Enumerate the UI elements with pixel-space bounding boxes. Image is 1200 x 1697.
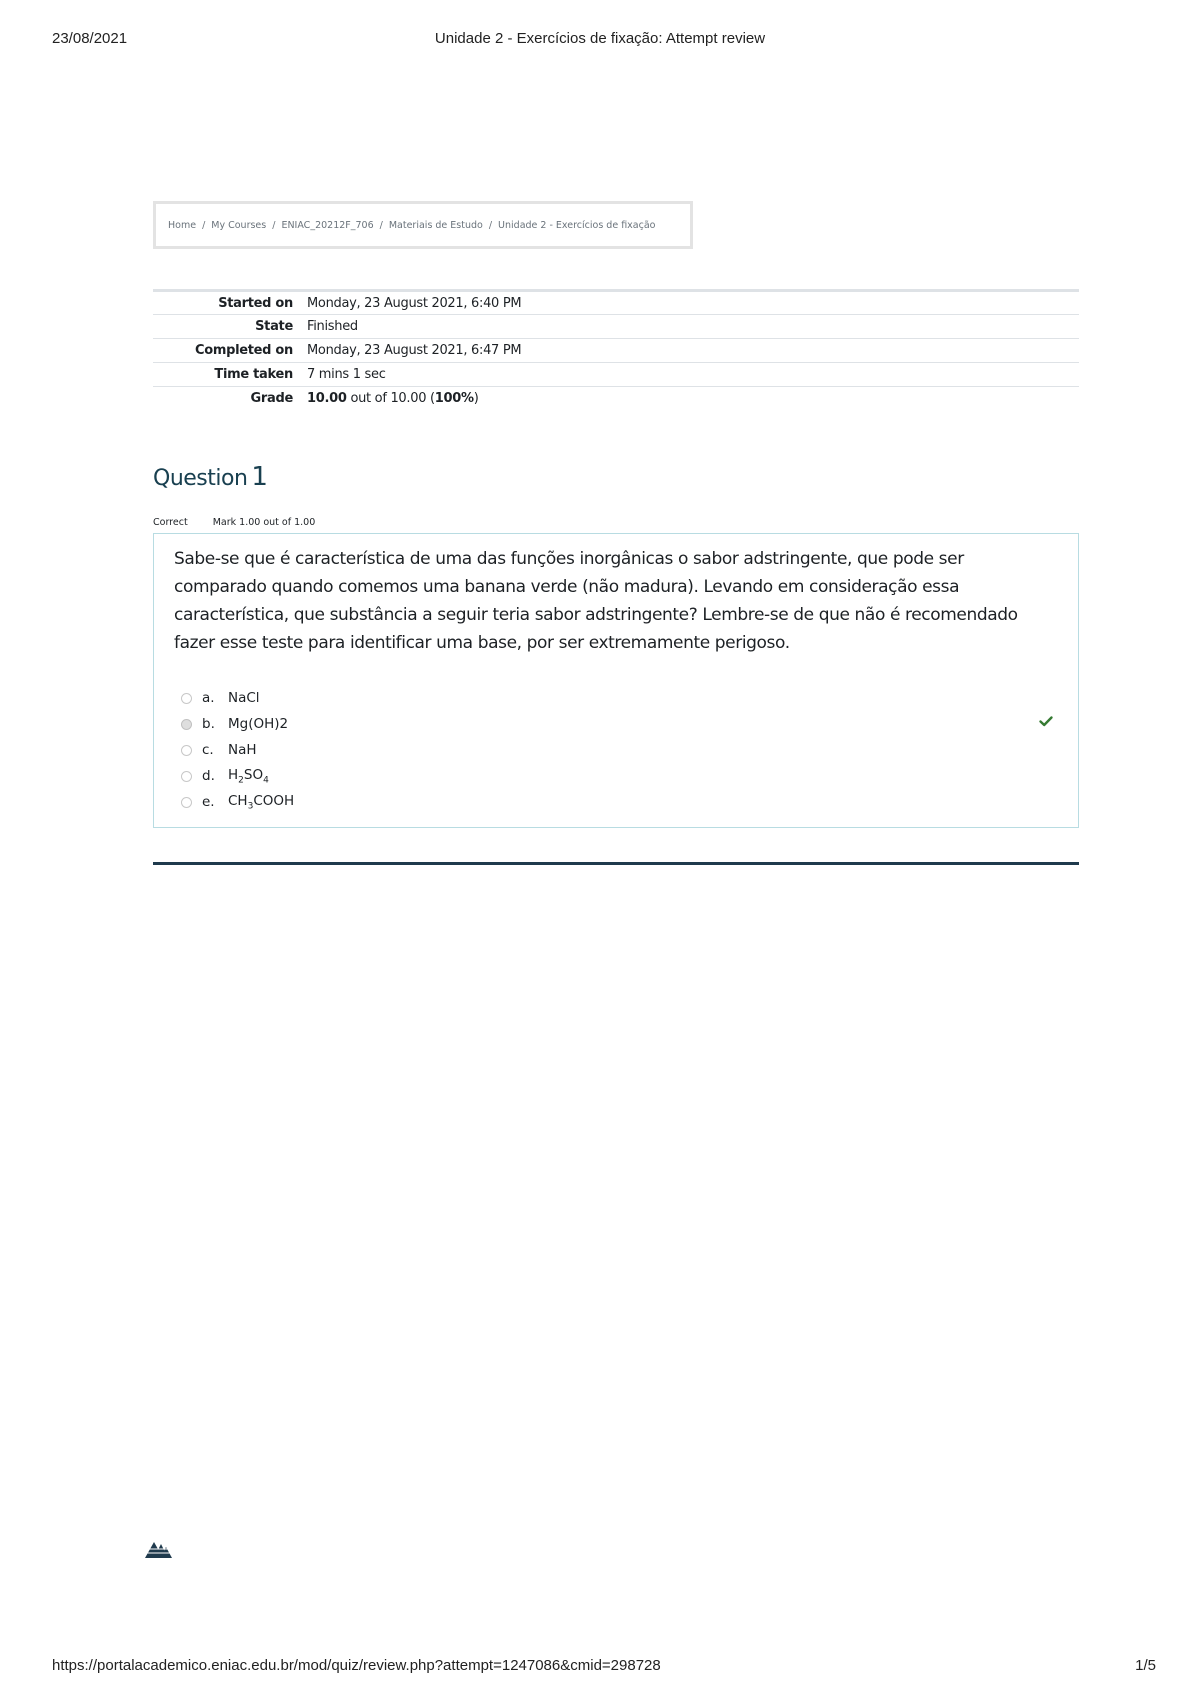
answer-letter: b. (202, 716, 215, 732)
answer-letter: e. (202, 794, 215, 810)
breadcrumb-materials[interactable]: Materiais de Estudo (388, 219, 483, 231)
summary-value: 7 mins 1 sec (307, 367, 386, 382)
print-title: Unidade 2 - Exercícios de fixação: Attempt review (434, 30, 766, 47)
summary-row-time-taken (153, 363, 1079, 387)
question-box (153, 533, 1079, 828)
radio-button[interactable] (181, 797, 192, 808)
answer-option-b[interactable] (181, 711, 294, 737)
summary-value: Monday, 23 August 2021, 6:40 PM (307, 295, 522, 311)
radio-button[interactable] (181, 771, 192, 782)
answer-option-a[interactable] (181, 685, 294, 711)
section-divider (153, 862, 1079, 865)
print-url: https://portalacademico.eniac.edu.br/mod/quiz/review.php?attempt=1247086&cmid=298728 (52, 1657, 661, 1674)
breadcrumb-separator: / (272, 219, 276, 231)
breadcrumb-separator: / (202, 219, 206, 231)
print-footer (0, 1657, 1200, 1679)
question-title-label: Question (153, 466, 248, 491)
attempt-summary-table (153, 289, 1079, 411)
question-status: Correct (153, 517, 188, 528)
formula-subscript: 3 (247, 801, 254, 812)
summary-label: Time taken (214, 367, 293, 382)
summary-row-completed (153, 339, 1079, 363)
page-number: 1/5 (1135, 1657, 1156, 1674)
radio-button[interactable] (181, 693, 192, 704)
answer-text: NaCl (228, 690, 260, 706)
grade-out-of: out of 10.00 ( (346, 391, 435, 407)
question-info (153, 517, 315, 528)
answer-text: Mg(OH)2 (228, 716, 289, 732)
summary-row-grade (153, 387, 1079, 411)
summary-label: Started on (218, 295, 293, 311)
breadcrumb-quiz[interactable]: Unidade 2 - Exercícios de fixação (498, 219, 656, 231)
question-number: 1 (251, 462, 268, 492)
question-mark: Mark 1.00 out of 1.00 (212, 517, 316, 528)
answer-letter: c. (202, 742, 214, 758)
formula-part: CH (228, 792, 248, 809)
breadcrumb (153, 201, 693, 249)
radio-button-selected[interactable] (181, 719, 192, 730)
answer-text (228, 793, 294, 812)
formula-part: H (228, 766, 239, 783)
grade-value (307, 387, 1079, 411)
answer-option-d[interactable] (181, 763, 294, 789)
question-title (153, 462, 267, 492)
answer-letter: a. (202, 690, 215, 706)
summary-label: State (255, 319, 293, 334)
summary-row-state (153, 315, 1079, 339)
answer-text (228, 767, 269, 786)
summary-value: Monday, 23 August 2021, 6:47 PM (307, 343, 522, 358)
answer-option-c[interactable] (181, 737, 294, 763)
grade-percent: 100% (434, 391, 474, 407)
summary-label: Grade (250, 391, 293, 407)
breadcrumb-separator: / (488, 219, 493, 231)
grade-score: 10.00 (307, 391, 347, 407)
print-header (0, 30, 1200, 54)
answer-letter: d. (202, 768, 215, 784)
radio-button[interactable] (181, 745, 192, 756)
check-icon (1038, 713, 1054, 729)
print-date: 23/08/2021 (52, 30, 128, 47)
answer-list (181, 685, 294, 815)
grade-close: ) (473, 391, 479, 407)
eniac-logo-icon (145, 1540, 175, 1558)
breadcrumb-home[interactable]: Home (168, 219, 197, 231)
question-text: Sabe-se que é característica de uma das funções inorgânicas o sabor adstringente, que pode ser comparado quando comemos uma banana verde (não madura). Levando em consideração essa característica, que substância a seguir teria sabor adstringente? Lembre-se de que não é recomendado fazer esse teste para identificar uma base, por ser extremamente perigoso. (174, 549, 1018, 653)
breadcrumb-separator: / (379, 219, 383, 231)
summary-label: Completed on (194, 343, 293, 358)
answer-text: NaH (228, 742, 257, 758)
breadcrumb-my-courses[interactable]: My Courses (211, 219, 267, 231)
answer-option-e[interactable] (181, 789, 294, 815)
summary-value: Finished (307, 319, 358, 334)
formula-subscript: 4 (263, 775, 269, 786)
formula-part: SO (243, 766, 264, 783)
summary-row-started (153, 291, 1079, 315)
breadcrumb-course[interactable]: ENIAC_20212F_706 (281, 219, 374, 231)
formula-subscript: 2 (238, 775, 244, 786)
formula-part: COOH (253, 792, 295, 809)
